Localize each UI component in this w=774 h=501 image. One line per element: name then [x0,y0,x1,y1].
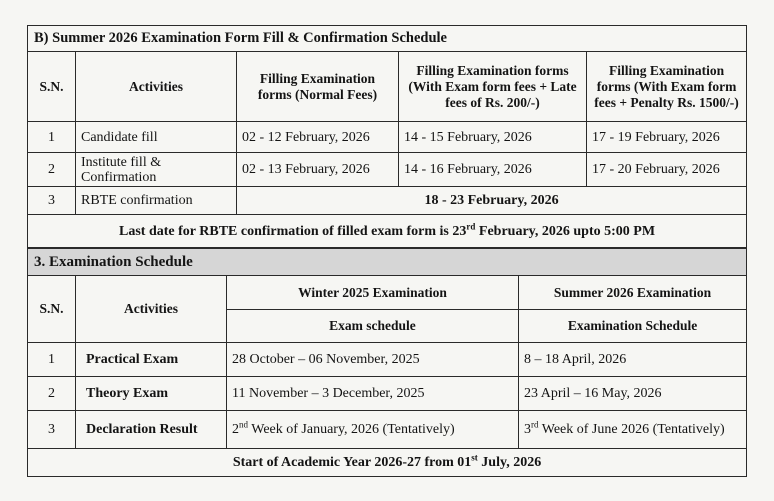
note-sup: rd [466,220,476,231]
row-winter-schedule: 11 November – 3 December, 2025 [227,377,519,411]
col-header-activities: Activities [76,52,237,122]
section-3-header-row [28,276,747,310]
section-b-header-row [28,52,747,122]
row-sn: 2 [28,377,76,411]
table-row [28,377,747,411]
col-header-late-fees: Filling Examination forms (With Exam form fees + Late fees of Rs. 200/-) [399,52,587,122]
section-b-note-row [28,215,747,248]
row-summer-schedule: 23 April – 16 May, 2026 [519,377,747,411]
row-activity: Theory Exam [76,377,227,411]
row-normal-dates: 02 - 12 February, 2026 [237,122,399,153]
summer-week-rest: Week of June 2026 (Tentatively) [538,422,725,437]
col-subheader-winter: Exam schedule [227,310,519,343]
note-prefix: Last date for RBTE confirmation of filled exam form is 23 [119,223,467,239]
summer-week-num: 3 [524,422,531,437]
note-suffix: February, 2026 upto 5:00 PM [475,223,656,239]
col-header-penalty: Filling Examination forms (With Exam form fees + Penalty Rs. 1500/-) [587,52,747,122]
table-row [28,187,747,215]
winter-week-sup: nd [239,419,248,430]
row-penalty-dates: 17 - 19 February, 2026 [587,122,747,153]
row-activity: Practical Exam [76,343,227,377]
confirmation-deadline-note [28,215,747,248]
row-sn: 3 [28,187,76,215]
summer-week-sup: rd [531,419,539,430]
winter-week-rest: Week of January, 2026 (Tentatively) [248,422,455,437]
row-winter-schedule: 28 October – 06 November, 2025 [227,343,519,377]
footer-sup: st [471,452,478,463]
col-header-summer: Summer 2026 Examination [519,276,747,310]
col-header-normal-fees: Filling Examination forms (Normal Fees) [237,52,399,122]
academic-year-start-note [28,449,747,477]
row-sn: 1 [28,343,76,377]
table-row [28,122,747,153]
row-activity: Institute fill & Confirmation [76,153,237,187]
section-b-title-row [28,26,747,52]
row-penalty-dates: 17 - 20 February, 2026 [587,153,747,187]
section-3-footer-row [28,449,747,477]
row-summer-schedule: 8 – 18 April, 2026 [519,343,747,377]
section-3-title: 3. Examination Schedule [28,249,747,276]
col-header-activities: Activities [76,276,227,343]
col-header-sn: S.N. [28,52,76,122]
examination-schedule-table [27,248,747,477]
table-row [28,411,747,449]
row-sn: 3 [28,411,76,449]
row-merged-dates: 18 - 23 February, 2026 [237,187,747,215]
row-activity: Declaration Result [76,411,227,449]
row-activity: Candidate fill [76,122,237,153]
footer-prefix: Start of Academic Year 2026-27 from 01 [232,455,472,470]
section-3-title-row [28,249,747,276]
table-row [28,343,747,377]
section-b-title: B) Summer 2026 Examination Form Fill & Confirmation Schedule [28,26,747,52]
footer-suffix: July, 2026 [477,455,542,470]
winter-week-num: 2 [232,422,239,437]
row-activity: RBTE confirmation [76,187,237,215]
col-subheader-summer: Examination Schedule [519,310,747,343]
row-sn: 1 [28,122,76,153]
col-header-winter: Winter 2025 Examination [227,276,519,310]
form-fill-schedule-table [27,25,747,248]
table-row [28,153,747,187]
col-header-sn: S.N. [28,276,76,343]
row-normal-dates: 02 - 13 February, 2026 [237,153,399,187]
row-late-dates: 14 - 15 February, 2026 [399,122,587,153]
row-sn: 2 [28,153,76,187]
row-winter-schedule [227,411,519,449]
row-late-dates: 14 - 16 February, 2026 [399,153,587,187]
row-summer-schedule [519,411,747,449]
